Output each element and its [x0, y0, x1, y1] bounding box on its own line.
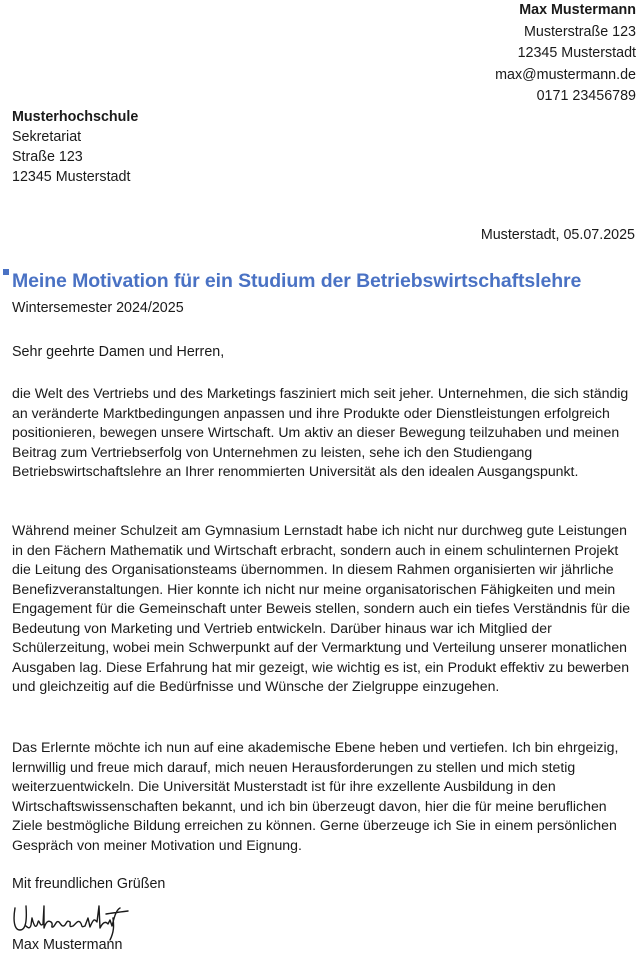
body-paragraph: die Welt des Vertriebs und des Marketings fasziniert mich seit jeher. Unternehmen, die sich ständig an veränderte Marktbedingungen anpassen und ihre Produkte oder Dienstleistungen erfolgreich positionieren, bewegen unsere Wirtschaft. Um aktiv an dieser Bewegung teilzuhaben und meinen Beitrag zum Vertriebserfolg von Unternehmen zu leisten, sehe ich den Studiengang Betriebswirtschaftslehre an Ihrer renommierten Universität als den idealen Ausgangspunkt.: [12, 385, 629, 479]
body-paragraph: Das Erlernte möchte ich nun auf eine akademische Ebene heben und vertiefen. Ich bin ehrgeizig, lernwillig und freue mich darauf, mich neuen Herausforderungen zu stellen und mich stetig weiterzuentwickeln. Die Universität Musterstadt ist für ihre exzellente Ausbildung in den Wirtschaftswissenschaften bekannt, und ich bin überzeugt davon, hier die für meine beruflichen Ziele bestmögliche Bildung erreichen zu können. Gerne überzeuge ich Sie in einem persönlichen Gespräch von meiner Motivation und Eignung.: [12, 739, 619, 853]
semester-line: Wintersemester 2024/2025: [12, 300, 184, 316]
sender-address: [495, 0, 636, 108]
signature-name: Max Mustermann: [12, 937, 123, 953]
sender-name: Max Mustermann: [519, 2, 636, 18]
subject-marker: [3, 269, 9, 275]
letter-date: Musterstadt, 05.07.2025: [480, 227, 635, 243]
recipient-org: Musterhochschule: [12, 109, 139, 125]
body-paragraph: Während meiner Schulzeit am Gymnasium Lernstadt habe ich nicht nur durchweg gute Leistungen in den Fächern Mathematik und Wirtschaft erbracht, sondern auch in einem schulinternen Projekt die Leitung des Organisationsteams übernommen. In diesem Rahmen organisierten wir jährliche Benefizveranstaltungen. Hier konnte ich nicht nur meine organisatorischen Fähigkeiten und mein Engagement für die Gemeinschaft unter Beweis stellen, sondern auch ein tiefes Verständnis für die Bedeutung von Marketing und Vertrieb entwickeln. Darüber hinaus war ich Mitglied der Schülerzeitung, wobei mein Schwerpunkt auf der Vermarktung und Verteilung unserer monatlichen Ausgaben lag. Diese Erfahrung hat mir gezeigt, wie wichtig es ist, ein Produkt effektiv zu bewerben und gleichzeitig auf die Bedürfnisse und Wünsche der Zielgruppe einzugehen.: [12, 522, 631, 694]
sender-email: max@mustermann.de: [495, 66, 636, 83]
recipient-street: Straße 123: [12, 149, 83, 165]
signature-image: [10, 898, 130, 942]
recipient-city: 12345 Musterstadt: [12, 169, 131, 185]
salutation: Sehr geehrte Damen und Herren,: [12, 344, 225, 360]
sender-phone: 0171 23456789: [536, 88, 636, 104]
sender-city: 12345 Musterstadt: [517, 45, 636, 61]
recipient-dept: Sekretariat: [12, 129, 82, 145]
sender-street: Musterstraße 123: [523, 23, 636, 40]
recipient-address: [12, 107, 138, 187]
closing: Mit freundlichen Grüßen: [12, 876, 166, 892]
letter-subject: Meine Motivation für ein Studium der Betriebswirtschaftslehre: [12, 270, 582, 292]
